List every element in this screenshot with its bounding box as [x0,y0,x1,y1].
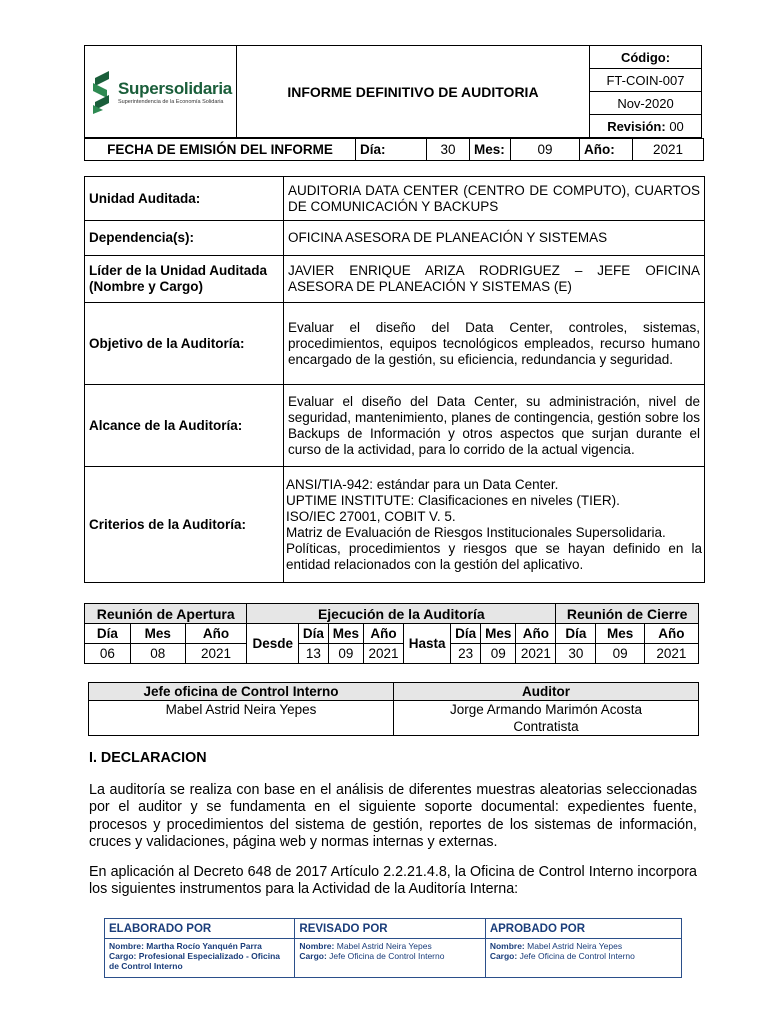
ano-label: Año: [580,139,633,161]
jefe-header: Jefe oficina de Control Interno [89,683,394,701]
emission-label: FECHA DE EMISIÓN DEL INFORME [85,139,356,161]
col-ano: Año [644,624,698,644]
ano-value: 2021 [633,139,704,161]
nombre-label: Nombre: [299,941,335,951]
cierre-ano: 2021 [644,644,698,664]
auditor-name: Jorge Armando Marimón Acosta [449,702,643,717]
col-mes: Mes [480,624,516,644]
mes-value: 09 [511,139,580,161]
apertura-mes: 08 [130,644,185,664]
section-title: I. DECLARACION [89,750,207,766]
desde-mes: 09 [328,644,364,664]
audit-info-table [84,176,705,583]
col-mes: Mes [328,624,364,644]
criterio-item: ANSI/TIA-942: estándar para un Data Center. [286,476,559,492]
col-ano: Año [185,624,247,644]
col-dia: Día [556,624,596,644]
version-date: Nov-2020 [590,92,702,115]
cargo-label: Cargo: [489,951,518,961]
desde-ano: 2021 [364,644,404,664]
desde-label: Desde [247,624,299,664]
auditor-role: Contratista [513,719,579,734]
hasta-label: Hasta [403,624,450,664]
signers-table [88,682,699,736]
revision-value: 00 [669,118,684,134]
logo-cell [85,46,237,138]
document-title: INFORME DEFINITIVO DE AUDITORIA [236,46,589,138]
criterios-value [284,467,705,583]
col-dia: Día [299,624,329,644]
nombre-label: Nombre: [489,941,525,951]
aprobado-nombre: Mabel Astrid Neira Yepes [527,941,623,951]
col-mes: Mes [596,624,644,644]
hasta-dia: 23 [451,644,481,664]
elaborado-detail: Nombre: Martha Rocío Yanquén Parra Cargo: Profesional Especializado - Oficina de Control Interno [105,939,295,978]
col-ano: Año [516,624,556,644]
unidad-label: Unidad Auditada: [85,177,284,221]
revision-cell [590,115,702,138]
ejecucion-header: Ejecución de la Auditoría [247,604,556,624]
revisado-header: REVISADO POR [295,919,485,939]
emission-date-table [84,138,704,161]
approval-footer [104,918,682,978]
criterio-item: UPTIME INSTITUTE: Clasificaciones en niveles (TIER). [286,492,620,508]
aprobado-header: APROBADO POR [485,919,681,939]
dependencia-label: Dependencia(s): [85,221,284,256]
criterio-item: Políticas, procedimientos y riesgos que se hayan definido en la entidad relacionados con la gestión del aplicativo. [286,540,702,572]
dia-label: Día: [356,139,427,161]
col-dia: Día [85,624,131,644]
aprobado-cargo: Jefe Oficina de Control Interno [519,951,635,961]
apertura-ano: 2021 [185,644,247,664]
codigo-value: FT-COIN-007 [590,69,702,92]
lider-label: Líder de la Unidad Auditada (Nombre y Cargo) [85,256,284,303]
logo-text: Supersolidaria [118,78,232,98]
audit-schedule-table [84,603,699,664]
paragraph-declaracion: La auditoría se realiza con base en el análisis de diferentes muestras aleatorias seleccionadas por el auditor y se fundamenta en el siguiente soporte documental: expedientes fuente, procesos y procedimientos del sistema de gestión, reportes de los sistemas de información, cruces y validaciones, página web y normas internas y externas. [89,782,697,850]
hasta-ano: 2021 [516,644,556,664]
document-header [84,45,702,138]
cargo-label: Cargo: [299,951,327,961]
cierre-mes: 09 [596,644,644,664]
logo-subtitle: Superintendencia de la Economía Solidaria [118,98,224,105]
apertura-header: Reunión de Apertura [85,604,247,624]
jefe-name: Mabel Astrid Neira Yepes [89,701,394,736]
dependencia-value: OFICINA ASESORA DE PLANEACIÓN Y SISTEMAS [284,221,705,256]
logo-mark-icon [89,69,113,115]
revisado-cargo: Jefe Oficina de Control Interno [329,951,445,961]
aprobado-detail [485,939,681,978]
col-dia: Día [451,624,481,644]
revisado-detail [295,939,485,978]
codigo-label: Código: [590,46,702,69]
revisado-nombre: Mabel Astrid Neira Yepes [336,941,432,951]
paragraph-decreto: En aplicación al Decreto 648 de 2017 Artículo 2.2.21.4.8, la Oficina de Control Interno incorpora los siguientes instrumentos para la Actividad de la Auditoría Interna: [89,864,697,898]
criterio-item: Matriz de Evaluación de Riesgos Institucionales Supersolidaria. [286,524,666,540]
auditor-cell [394,701,699,736]
alcance-label: Alcance de la Auditoría: [85,385,284,467]
cierre-dia: 30 [556,644,596,664]
lider-value: JAVIER ENRIQUE ARIZA RODRIGUEZ – JEFE OFICINA ASESORA DE PLANEACIÓN Y SISTEMAS (E) [284,256,705,303]
dia-value: 30 [427,139,470,161]
criterio-item: ISO/IEC 27001, COBIT V. 5. [286,508,456,524]
criterios-label: Criterios de la Auditoría: [85,467,284,583]
unidad-value: AUDITORIA DATA CENTER (CENTRO DE COMPUTO), CUARTOS DE COMUNICACIÓN Y BACKUPS [284,177,705,221]
supersolidaria-logo [89,69,232,115]
elaborado-header: ELABORADO POR [105,919,295,939]
objetivo-value: Evaluar el diseño del Data Center, controles, sistemas, procedimientos, equipos tecnológicos empleados, recurso humano encargado de la gestión, su eficiencia, redundancia y seguridad. [284,303,705,385]
auditor-header: Auditor [394,683,699,701]
objetivo-label: Objetivo de la Auditoría: [85,303,284,385]
apertura-dia: 06 [85,644,131,664]
hasta-mes: 09 [480,644,516,664]
alcance-value: Evaluar el diseño del Data Center, su administración, nivel de seguridad, mantenimiento, planes de contingencia, gestión sobre los Backups de Información y otros aspectos que surjan durante el curso de la actividad, para lo corrido de la actual vigencia. [284,385,705,467]
cierre-header: Reunión de Cierre [556,604,699,624]
col-ano: Año [364,624,404,644]
mes-label: Mes: [470,139,511,161]
revision-label: Revisión: [607,118,666,134]
desde-dia: 13 [299,644,329,664]
col-mes: Mes [130,624,185,644]
